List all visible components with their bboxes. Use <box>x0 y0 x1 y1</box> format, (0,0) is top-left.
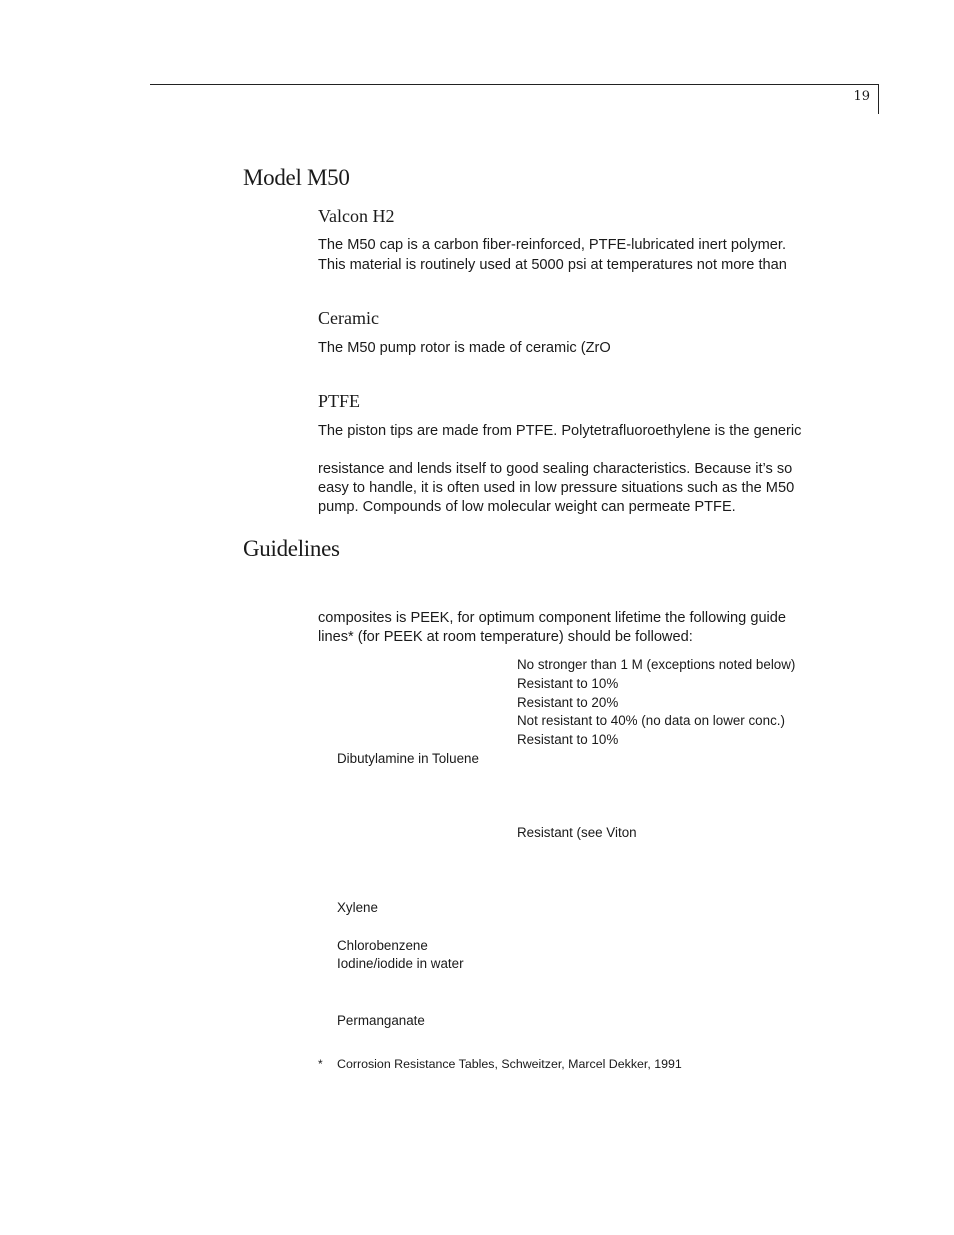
ptfe-line-3: easy to handle, it is often used in low pressure situations such as the M50 <box>318 480 795 496</box>
table-cell-left: Chlorobenzene <box>337 938 428 953</box>
header-corner-rule <box>878 84 879 114</box>
table-cell-right: No stronger than 1 M (exceptions noted below) <box>517 657 796 672</box>
table-cell-right: Resistant to 10% <box>517 732 619 747</box>
footnote-text: Corrosion Resistance Tables, Schweitzer, Marcel Dekker, 1991 <box>337 1057 682 1071</box>
table-cell-left: Permanganate <box>337 1013 425 1028</box>
ptfe-line-4: pump. Compounds of low molecular weight can permeate PTFE. <box>318 499 736 515</box>
table-cell-right: Resistant (see Viton <box>517 825 637 840</box>
valcon-line-1: The M50 cap is a carbon fiber-reinforced, PTFE-lubricated inert polymer. <box>318 237 787 253</box>
guidelines-line-2: lines* (for PEEK at room temperature) should be followed: <box>318 629 693 645</box>
table-cell-left: Iodine/iodide in water <box>337 956 464 971</box>
ceramic-line-1: The M50 pump rotor is made of ceramic (ZrO <box>318 340 611 356</box>
section-title-guidelines: Guidelines <box>243 536 340 561</box>
table-cell-right: Resistant to 20% <box>517 695 619 710</box>
header-rule <box>150 84 879 85</box>
guidelines-line-1: composites is PEEK, for optimum component lifetime the following guide <box>318 610 787 626</box>
table-cell-left: Dibutylamine in Toluene <box>337 751 479 766</box>
table-cell-left: Xylene <box>337 900 378 915</box>
section-title-model-m50: Model M50 <box>243 165 350 190</box>
table-cell-right: Resistant to 10% <box>517 676 619 691</box>
valcon-line-2: This material is routinely used at 5000 psi at temperatures not more than <box>318 257 787 273</box>
subheading-valcon-h2: Valcon H2 <box>318 206 395 226</box>
subheading-ceramic: Ceramic <box>318 308 379 328</box>
page-number: 19 <box>853 89 870 104</box>
subheading-ptfe: PTFE <box>318 391 361 411</box>
footnote-mark: * <box>318 1057 323 1071</box>
ptfe-line-2: resistance and lends itself to good sealing characteristics. Because it’s so <box>318 461 793 477</box>
table-cell-right: Not resistant to 40% (no data on lower conc.) <box>517 713 785 728</box>
ptfe-line-1: The piston tips are made from PTFE. Polytetrafluoroethylene is the generic <box>318 423 802 439</box>
